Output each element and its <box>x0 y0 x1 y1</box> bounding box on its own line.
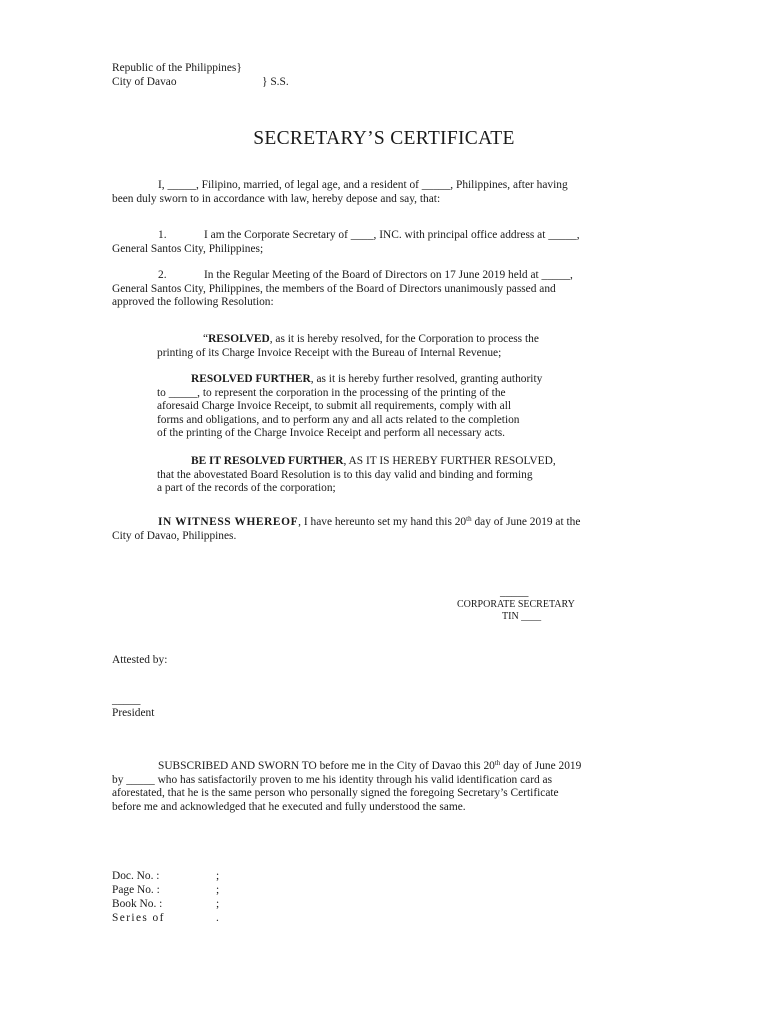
open-quote: “ <box>203 333 209 345</box>
item-1-line-1 <box>112 229 656 243</box>
attested-label: Attested by: <box>112 654 168 666</box>
item-2-line-2: General Santos City, Philippines, the members of the Board of Directors unanimously passed and <box>112 282 556 295</box>
witness-line-1 <box>112 516 656 530</box>
notary-label: Book No. : <box>112 898 163 910</box>
witness-keyword: IN WITNESS WHEREOF <box>158 516 299 528</box>
resolution-2-line-3: aforesaid Charge Invoice Receipt, to submit all requirements, comply with all <box>157 400 512 413</box>
resolution-1-line-2: printing of its Charge Invoice Receipt with the Bureau of Internal Revenue; <box>157 346 502 359</box>
resolution-3-text: , AS IT IS HEREBY FURTHER RESOLVED, <box>343 455 556 467</box>
venue-ss-text: } S.S. <box>262 76 289 88</box>
item-2-paragraph <box>112 269 656 310</box>
witness-text-a: , I have hereunto set my hand this 20 <box>298 516 467 528</box>
signature-position: CORPORATE SECRETARY <box>457 599 575 610</box>
notary-row-series <box>112 912 232 926</box>
resolution-3-line-3: a part of the records of the corporation; <box>157 482 336 495</box>
resolution-1-keyword: RESOLVED <box>208 333 270 345</box>
item-1-text: I am the Corporate Secretary of ____, INC. with principal office address at _____, <box>204 229 580 241</box>
witness-text-b: day of June 2019 at the <box>471 516 581 528</box>
item-1-number: 1. <box>158 229 167 241</box>
item-2-number: 2. <box>158 269 167 281</box>
signature-tin: TIN ____ <box>502 611 542 622</box>
notary-punct: . <box>216 912 219 924</box>
witness-line-2: City of Davao, Philippines. <box>112 529 237 542</box>
resolution-2-line-4: forms and obligations, and to perform any and all acts related to the completion <box>157 413 520 426</box>
item-2-text: In the Regular Meeting of the Board of Directors on 17 June 2019 held at _____, <box>204 269 573 281</box>
item-1-paragraph <box>112 229 656 256</box>
venue-country <box>112 62 242 76</box>
jurat-line-2: by _____ who has satisfactorily proven to me his identity through his valid identification card as <box>112 773 553 786</box>
resolution-3-line-1 <box>157 455 609 469</box>
intro-line-2: been duly sworn to in accordance with law, hereby depose and say, that: <box>112 192 441 205</box>
jurat-line-3: aforestated, that he is the same person who personally signed the foregoing Secretary’s Certificate <box>112 787 559 800</box>
notary-punct: ; <box>216 898 220 910</box>
venue-country-text: Republic of the Philippines <box>112 62 237 74</box>
resolution-1-text: , as it is hereby resolved, for the Corporation to process the <box>269 333 539 345</box>
venue-bracket: } <box>236 62 242 74</box>
resolution-2-keyword: RESOLVED FURTHER <box>191 373 311 385</box>
resolution-3 <box>157 455 609 496</box>
item-1-line-2: General Santos City, Philippines; <box>112 242 264 255</box>
intro-line-1: I, _____, Filipino, married, of legal age, and a resident of _____, Philippines, after having <box>158 179 568 191</box>
notary-row-doc <box>112 870 232 884</box>
resolution-2-text: , as it is hereby further resolved, granting authority <box>310 373 543 385</box>
notary-label: Doc. No. : <box>112 870 160 882</box>
resolution-1 <box>157 333 609 360</box>
jurat-paragraph <box>112 760 656 814</box>
resolution-2 <box>157 373 609 441</box>
jurat-line-4: before me and acknowledged that he executed and fully understood the same. <box>112 800 466 813</box>
venue-city <box>112 76 177 90</box>
item-2-line-1 <box>112 269 656 283</box>
resolution-3-line-2: that the abovestated Board Resolution is to this day valid and binding and forming <box>157 468 533 481</box>
notary-row-book <box>112 898 232 912</box>
attested-blank: _____ <box>112 694 141 706</box>
resolution-2-line-1 <box>157 373 609 387</box>
jurat-text-b: day of June 2019 <box>500 760 582 772</box>
signature-blank: _____ <box>500 586 529 598</box>
resolution-2-line-5: of the printing of the Charge Invoice Receipt and perform all necessary acts. <box>157 427 506 440</box>
resolution-1-line-1 <box>157 333 609 347</box>
resolution-3-keyword: BE IT RESOLVED FURTHER <box>191 455 344 467</box>
witness-superscript: th <box>466 515 472 523</box>
venue-ss <box>262 76 289 90</box>
item-2-line-3: approved the following Resolution: <box>112 296 274 309</box>
page-title: SECRETARY’S CERTIFICATE <box>253 128 515 149</box>
notary-punct: ; <box>216 884 220 896</box>
notary-label: Page No. : <box>112 884 160 896</box>
intro-paragraph <box>112 179 656 206</box>
jurat-line-1 <box>112 760 656 774</box>
venue-city-text: City of Davao <box>112 76 177 88</box>
notary-row-page <box>112 884 232 898</box>
attested-position: President <box>112 707 155 719</box>
notary-label: Series of <box>112 912 165 924</box>
witness-paragraph <box>112 516 656 543</box>
notary-punct: ; <box>216 870 220 882</box>
jurat-text-a: SUBSCRIBED AND SWORN TO before me in the City of Davao this 20 <box>158 760 495 772</box>
resolution-2-line-2: to _____, to represent the corporation in the processing of the printing of the <box>157 386 506 399</box>
jurat-superscript: th <box>494 759 501 767</box>
